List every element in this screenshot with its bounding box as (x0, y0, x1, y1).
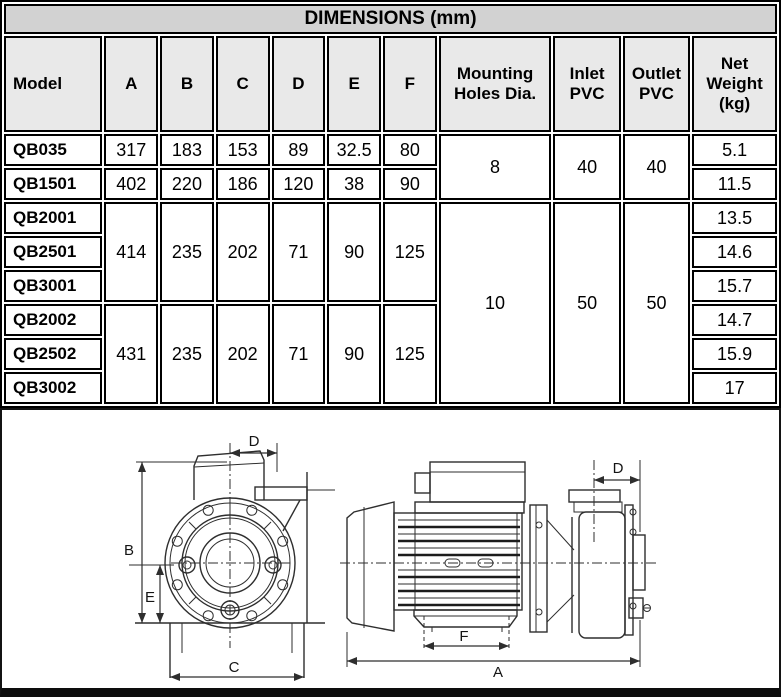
dim-b-merged-cell: 235 (160, 304, 214, 404)
dim-d-cell: 89 (272, 134, 326, 166)
model-cell: QB1501 (4, 168, 102, 200)
column-header-row (4, 36, 777, 132)
col-header-model: Model (4, 36, 102, 132)
mounting-merged-cell: 8 (439, 134, 552, 200)
model-cell: QB2001 (4, 202, 102, 234)
dim-label-c: C (228, 659, 240, 676)
dim-label-a: A (492, 664, 504, 681)
table-title: DIMENSIONS (mm) (4, 4, 777, 34)
weight-cell: 14.7 (692, 304, 777, 336)
inlet-merged-cell: 40 (553, 134, 620, 200)
dim-a-merged-cell: 431 (104, 304, 158, 404)
dim-c-merged-cell: 202 (216, 202, 270, 302)
weight-cell: 17 (692, 372, 777, 404)
dim-label-f: F (459, 628, 469, 645)
weight-cell: 11.5 (692, 168, 777, 200)
dim-f-cell: 80 (383, 134, 437, 166)
table-row (4, 134, 777, 166)
dim-d-merged-cell: 71 (272, 202, 326, 302)
weight-cell: 5.1 (692, 134, 777, 166)
inlet-merged-cell: 50 (553, 202, 620, 404)
table-row (4, 202, 777, 234)
model-cell: QB2502 (4, 338, 102, 370)
side-view-drawing (340, 460, 657, 681)
weight-cell: 15.7 (692, 270, 777, 302)
col-header-e: E (327, 36, 381, 132)
dim-c-merged-cell: 202 (216, 304, 270, 404)
dim-b-cell: 183 (160, 134, 214, 166)
dim-c-cell: 186 (216, 168, 270, 200)
col-header-inlet: Inlet PVC (553, 36, 620, 132)
mounting-merged-cell: 10 (439, 202, 552, 404)
col-header-c: C (216, 36, 270, 132)
model-cell: QB3002 (4, 372, 102, 404)
dim-label-e: E (144, 589, 156, 606)
dim-e-cell: 32.5 (327, 134, 381, 166)
model-cell: QB035 (4, 134, 102, 166)
dim-a-merged-cell: 414 (104, 202, 158, 302)
col-header-a: A (104, 36, 158, 132)
dim-a-cell: 317 (104, 134, 158, 166)
dim-f-merged-cell: 125 (383, 304, 437, 404)
dim-label-b: B (123, 542, 135, 559)
dim-f-merged-cell: 125 (383, 202, 437, 302)
model-cell: QB2002 (4, 304, 102, 336)
col-header-f: F (383, 36, 437, 132)
col-header-mounting: Mounting Holes Dia. (439, 36, 552, 132)
outlet-merged-cell: 40 (623, 134, 690, 200)
dim-d-cell: 120 (272, 168, 326, 200)
dim-d-merged-cell: 71 (272, 304, 326, 404)
dim-c-cell: 153 (216, 134, 270, 166)
dim-e-cell: 38 (327, 168, 381, 200)
dim-b-merged-cell: 235 (160, 202, 214, 302)
dim-a-cell: 402 (104, 168, 158, 200)
col-header-b: B (160, 36, 214, 132)
dim-b-cell: 220 (160, 168, 214, 200)
col-header-outlet: Outlet PVC (623, 36, 690, 132)
technical-drawing-panel (0, 408, 781, 697)
pump-drawings (2, 410, 779, 688)
table-title-row (4, 4, 777, 34)
dim-label-d-front: D (248, 433, 260, 450)
col-header-net-weight: Net Weight (kg) (692, 36, 777, 132)
weight-cell: 15.9 (692, 338, 777, 370)
model-cell: QB3001 (4, 270, 102, 302)
col-header-d: D (272, 36, 326, 132)
dim-f-cell: 90 (383, 168, 437, 200)
weight-cell: 13.5 (692, 202, 777, 234)
dim-e-merged-cell: 90 (327, 202, 381, 302)
model-cell: QB2501 (4, 236, 102, 268)
front-view-drawing (124, 433, 335, 678)
outlet-merged-cell: 50 (623, 202, 690, 404)
weight-cell: 14.6 (692, 236, 777, 268)
dim-e-merged-cell: 90 (327, 304, 381, 404)
dim-label-d-side: D (612, 460, 624, 477)
